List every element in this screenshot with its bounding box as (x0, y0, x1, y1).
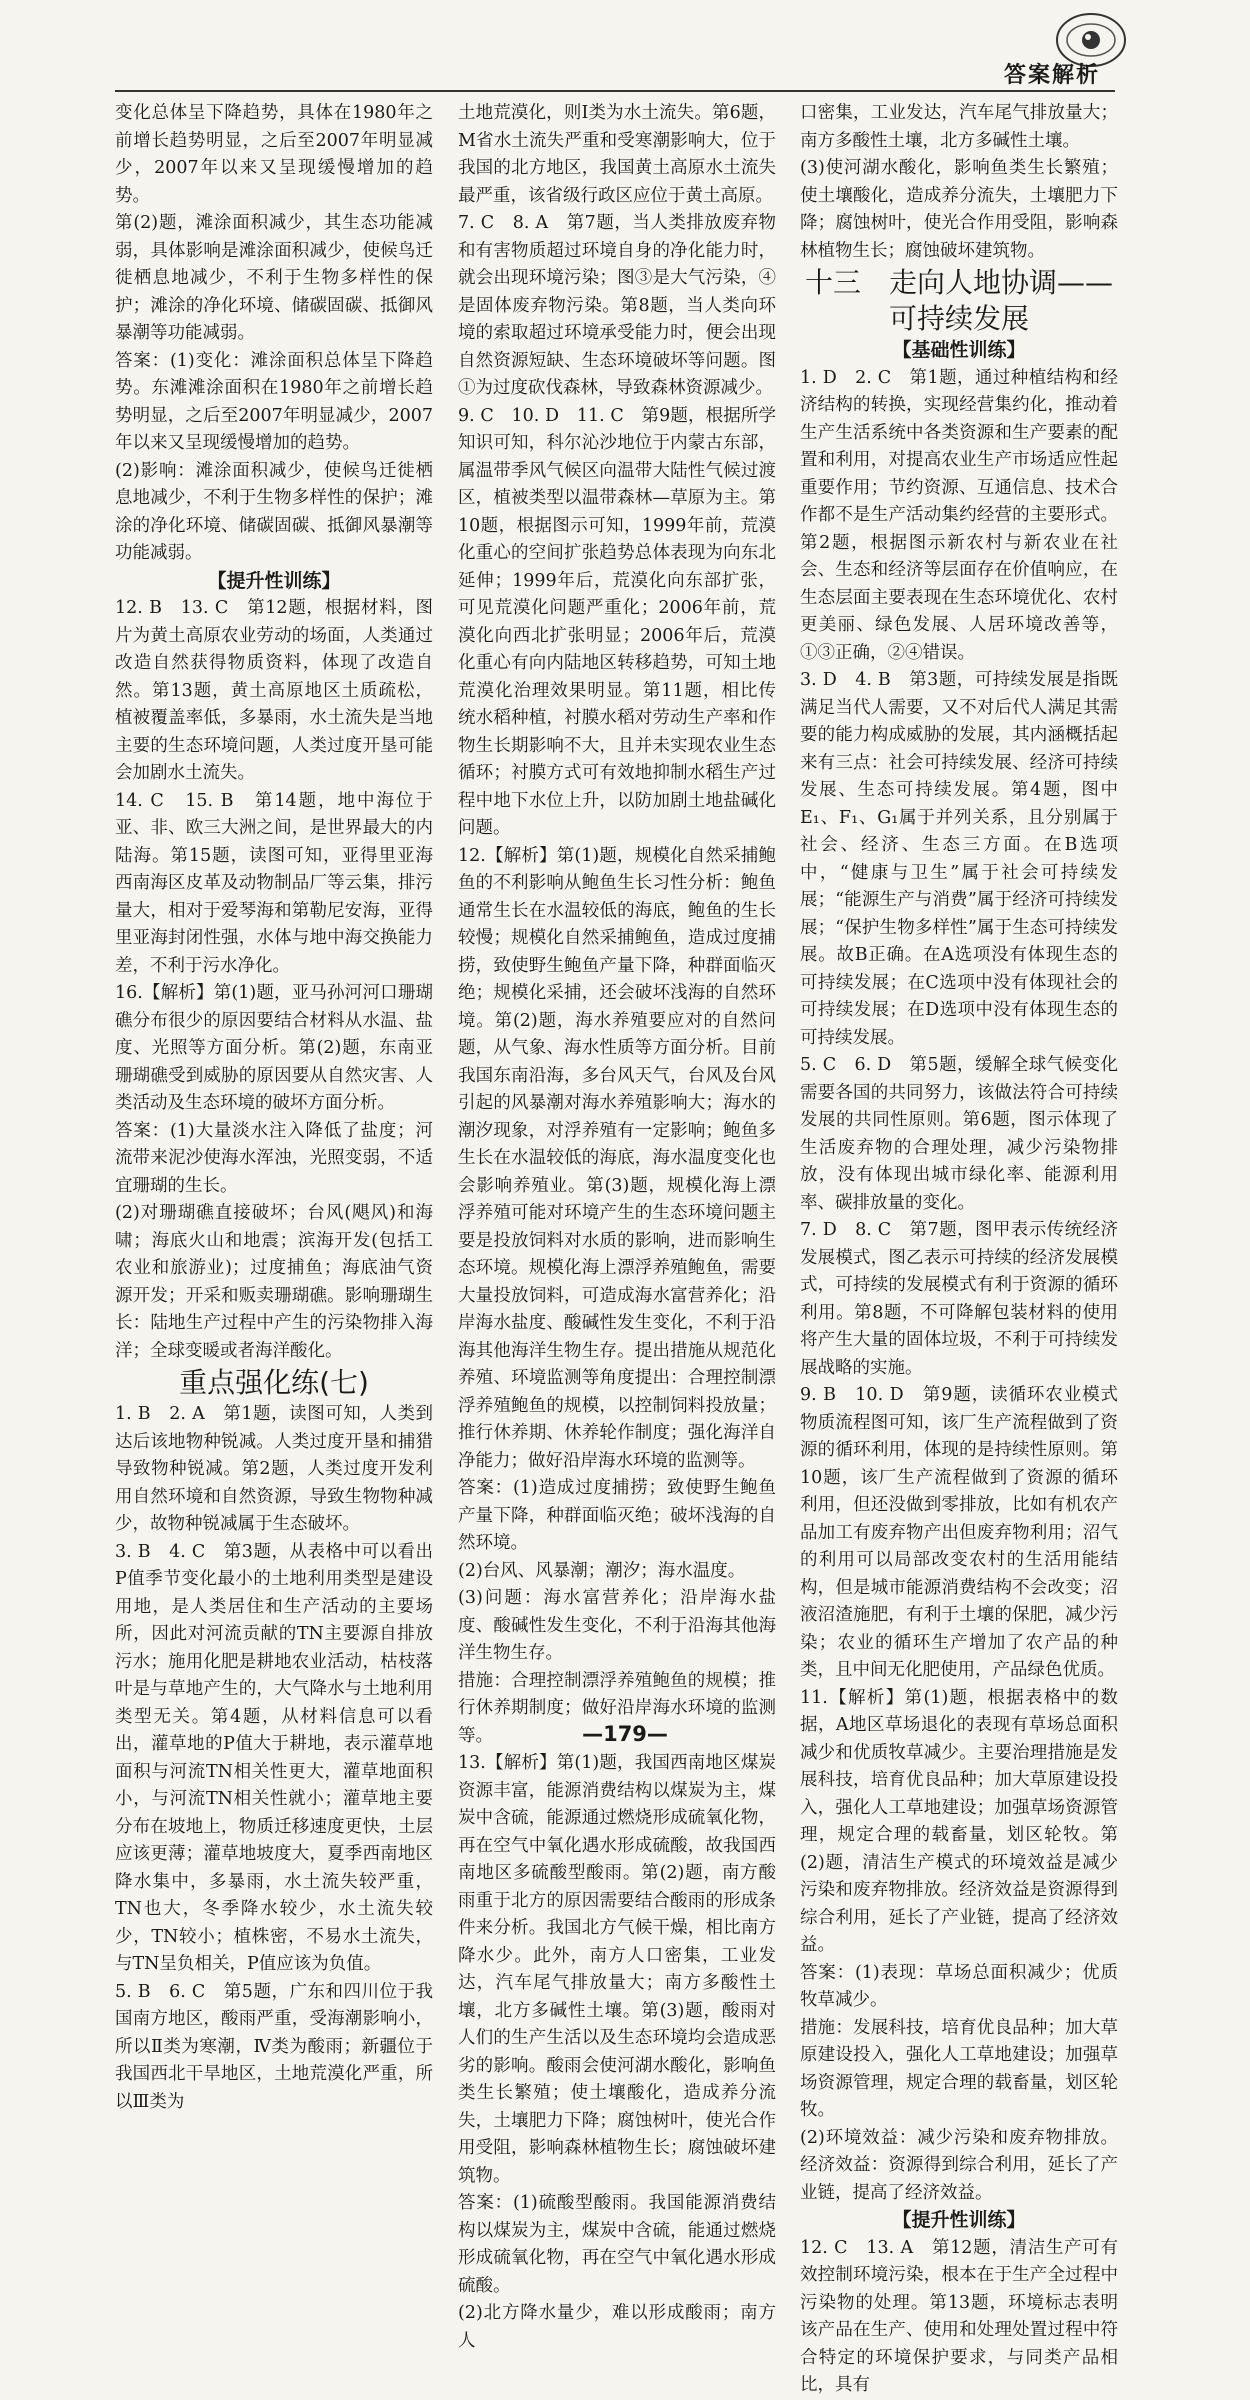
section-heading: 【提升性训练】 (892, 2209, 1026, 2231)
paragraph: (3)问题：海水富营养化；沿岸海水盐度、酸碱性发生变化，不利于沿海其他海洋生物生存。 (458, 1588, 776, 1663)
paragraph: 12. B 13. C 第12题，根据材料，图片为黄土高原农业劳动的场面，人类通过改造自然获得物质资料，体现了改造自然。第13题，黄土高原地区土质疏松，植被覆盖率低，多暴雨，水土流失是当地主要的生态环境问题，人类过度开垦可能会加剧水土流失。 (115, 598, 433, 783)
paragraph: 9. C 10. D 11. C 第9题，根据所学知识可知，科尔沁沙地位于内蒙古东部，属温带季风气候区向温带大陆性气候过渡区，植被类型以温带森林—草原为主。第10题，根据图示可知，1999年前，荒漠化重心的空间扩张趋势总体表现为向东北延伸；1999年后，荒漠化向东部扩张，可见荒漠化问题严重化；2006年前，荒漠化向西北扩张明显；2006年后，荒漠化重心有向内陆地区转移趋势，可知土地荒漠化治理效果明显。第11题，相比传统水稻种植，衬膜水稻对劳动生产率和作物生长期影响不大，且并未实现农业生态循环；衬膜方式可有效地抑制水稻生产过程中地下水位上升，以防加剧土地盐碱化问题。 (458, 405, 776, 838)
paragraph: 答案：(1)表现：草场总面积减少；优质牧草减少。 (800, 1962, 1118, 2010)
section-heading: 【提升性训练】 (207, 569, 341, 592)
header-divider (115, 90, 1115, 92)
paragraph: 第(2)题，滩涂面积减少，其生态功能减弱，具体影响是滩涂面积减少，使候鸟迁徙栖息地减少，不利于生物多样性的保护；滩涂的净化环境、储碳固碳、抵御风暴潮等功能减弱。 (115, 213, 433, 343)
answer-column-1 (115, 100, 433, 2112)
chapter-subtitle: 可持续发展 (888, 302, 1029, 335)
paragraph: (2)环境效益：减少污染和废弃物排放。经济效益：资源得到综合利用，延长了产业链，提高了经济效益。 (800, 2127, 1118, 2203)
paragraph: 3. D 4. B 第3题，可持续发展是指既满足当代人需要，又不对后代人满足其需要的能力构成威胁的发展，其内涵概括起来有三点：社会可持续发展、经济可持续发展、生态可持续发展。第4题，图中E₁、F₁、G₁属于并列关系，且分别属于社会、经济、生态三方面。在B选项中，“健康与卫生”属于社会可持续发展；“能源生产与消费”属于经济可持续发展；“保护生物多样性”属于生态可持续发展。故B正确。在A选项没有体现生态的可持续发展；在C选项中没有体现社会的可持续发展；在D选项中没有体现生态的可持续发展。 (800, 670, 1118, 1048)
paragraph: 3. B 4. C 第3题，从表格中可以看出P值季节变化最小的土地利用类型是建设用地，是人类居住和生产活动的主要场所，因此对河流贡献的TN主要源自排放污水；施用化肥是耕地农业活动，枯枝落叶是与草地产生的，大气降水与土地利用类型无关。第4题，从材料信息可以看出，灌草地的P值大于耕地，表示灌草地面积与河流TN相关性更大，灌草地面积小，与河流TN相关性就小；灌草地主要分布在坡地上，物质迁移速度更快，土层应该更薄；灌草地坡度大，夏季西南地区降水集中，多暴雨，水土流失较严重，TN也大，冬季降水较少，水土流失较少，TN较小；植株密，不易水土流失，与TN呈负相关，P值应该为负值。 (115, 1541, 433, 1974)
paragraph: (2)影响：滩涂面积减少，使候鸟迁徙栖息地减少，不利于生物多样性的保护；滩涂的净化环境、储碳固碳、抵御风暴潮等功能减弱。 (115, 460, 433, 563)
paragraph: 答案：(1)硫酸型酸雨。我国能源消费结构以煤炭为主，煤炭中含硫，能通过燃烧形成硫氧化物，再在空气中氧化遇水形成硫酸。 (458, 2193, 776, 2296)
paragraph: 答案：(1)变化：滩涂面积总体呈下降趋势。东滩滩涂面积在1980年之前增长趋势明显，之后至2007年明显减少，2007年以来又呈现缓慢增加的趋势。 (115, 350, 433, 453)
paragraph: 变化总体呈下降趋势，具体在1980年之前增长趋势明显，之后至2007年明显减少，2007年以来又呈现缓慢增加的趋势。 (115, 103, 433, 206)
paragraph: (2)北方降水量少，难以形成酸雨；南方人 (458, 2303, 776, 2351)
answer-column-3 (800, 100, 1118, 2395)
paragraph: 答案：(1)造成过度捕捞；致使野生鲍鱼产量下降，种群面临灭绝；破坏浅海的自然环境。 (458, 1478, 776, 1553)
paragraph: 12.【解析】第(1)题，规模化自然采捕鲍鱼的不利影响从鲍鱼生长习性分析：鲍鱼通常生长在水温较低的海底，鲍鱼的生长较慢；规模化自然采捕鲍鱼，造成过度捕捞，致使野生鲍鱼产量下降，种群面临灭绝；规模化采捕，还会破坏浅海的自然环境。第(2)题，海水养殖要应对的自然问题，从气象、海水性质等方面分析。目前我国东南沿海，多台风天气，台风及台风引起的风暴潮对海水养殖影响大；海水的潮汐现象，对浮养殖有一定影响；鲍鱼多生长在水温较低的海底，海水温度变化也会影响养殖业。第(3)题，规模化海上漂浮养殖可能对环境产生的生态环境问题主要是投放饲料对水质的影响，进而影响生态环境。规模化海上漂浮养殖鲍鱼，需要大量投放饲料，可造成海水富营养化；沿岸海水盐度、酸碱性发生变化，不利于沿海其他海洋生物生存。提出措施从规范化养殖、环境监测等角度提出：合理控制漂浮养殖鲍鱼的规模，以控制饲料投放量；推行休养期、休养轮作制度；强化海洋自净能力；做好沿岸海水环境的监测等。 (458, 845, 776, 1471)
paragraph: 措施：发展科技，培育优良品种；加大草原建设投入，强化人工草地建设；加强草场资源管理，规定合理的载畜量，划区轮牧。 (800, 2017, 1118, 2120)
paragraph: 措施：合理控制漂浮养殖鲍鱼的规模；推行休养期制度；做好沿岸海水环境的监测等。 (458, 1670, 776, 1746)
paragraph: 5. C 6. D 第5题，缓解全球气候变化需要各国的共同努力，该做法符合可持续发展的共同性原则。第6题，图示体现了生活废弃物的合理处理，减少污染物排放，没有体现出城市绿化率、能源利用率、碳排放量的变化。 (800, 1055, 1118, 1213)
chapter-title: 十三 走向人地协调—— (804, 266, 1113, 299)
paragraph: 9. B 10. D 第9题，读循环农业模式物质流程图可知，该厂生产流程做到了资源的循环利用，体现的是持续性原则。第10题，该厂生产流程做到了资源的循环利用，但还没做到零排放，比如有机农产品加工有废弃物产出但废弃物利用；沼气的利用可以局部改变农村的生活用能结构，但是城市能源消费结构不会改变；沼液沼渣施肥，有利于土壤的保肥，减少污染；农业的循环生产增加了农产品的种类，且中间无化肥使用，产品绿色优质。 (800, 1385, 1118, 1680)
header-title: 答案解析 (1003, 63, 1100, 88)
section-heading: 【基础性训练】 (892, 339, 1026, 361)
paragraph: 口密集，工业发达，汽车尾气排放量大；南方多酸性土壤，北方多碱性土壤。 (800, 103, 1118, 151)
paragraph: 13.【解析】第(1)题，我国西南地区煤炭资源丰富，能源消费结构以煤炭为主，煤炭中含硫，能源通过燃烧形成硫氧化物，再在空气中氧化遇水形成硫酸，故我国西南地区多硫酸型酸雨。第(2)题，南方酸雨重于北方的原因需要结合酸雨的形成条件来分析。我国北方气候干燥，相比南方降水少。此外，南方人口密集，工业发达，汽车尾气排放量大；南方多酸性土壤，北方多碱性土壤。第(3)题，酸雨对人们的生产生活以及生态环境均会造成恶劣的影响。酸雨会使河湖水酸化，影响鱼类生长繁殖；使土壤酸化，造成养分流失，土壤肥力下降；腐蚀树叶，使光合作用受阻，影响森林植物生长；腐蚀破坏建筑物。 (458, 1753, 776, 2186)
paragraph: 12. C 13. A 第12题，清洁生产可有效控制环境污染，根本在于生产全过程中污染物的处理。第13题，环境标志表明该产品在生产、使用和处理处置过程中符合特定的环境保护要求，与同类产品相比，具有 (800, 2237, 1118, 2395)
paragraph: 答案：(1)大量淡水注入降低了盐度；河流带来泥沙使海水浑浊，光照变弱，不适宜珊瑚的生长。 (115, 1120, 433, 1196)
paragraph: 14. C 15. B 第14题，地中海位于亚、非、欧三大洲之间，是世界最大的内陆海。第15题，读图可知，亚得里亚海西南海区皮革及动物制品厂等云集，排污量大，相对于爱琴海和第勒尼安海，亚得里亚海封闭性强，水体与地中海交换能力差，不利于污水净化。 (115, 790, 433, 976)
paragraph: 11.【解析】第(1)题，根据表格中的数据，A地区草场退化的表现有草场总面积减少和优质牧草减少。主要治理措施是发展科技，培育优良品种；加大草原建设投入，强化人工草地建设；加强草场资源管理，规定合理的载畜量，划区轮牧。第(2)题，清洁生产模式的环境效益是减少污染和废弃物排放。经济效益是资源得到综合利用，延长了产业链，提高了经济效益。 (800, 1687, 1118, 1955)
paragraph: 土地荒漠化，则Ⅰ类为水土流失。第6题，M省水土流失严重和受寒潮影响大，位于我国的北方地区，我国黄土高原水土流失最严重，该省级行政区应位于黄土高原。 (458, 103, 776, 206)
paragraph: 1. D 2. C 第1题，通过种植结构和经济结构的转换，实现经营集约化，推动着生产生活系统中各类资源和生产要素的配置和利用，对提高农业生产市场适应性起重要作用；节约资源、互通信息、技术合作都不是生产活动集约经营的主要形式。第2题，根据图示新农村与新农业在社会、生态和经济等层面存在价值响应，在生态层面主要表现在生态环境优化、农村更美丽、绿色发展、人居环境改善等，①③正确，②④错误。 (800, 367, 1118, 663)
paragraph: 1. B 2. A 第1题，读图可知，人类到达后该地物种锐减。人类过度开垦和捕猎导致物种锐减。第2题，人类过度开发利用自然环境和自然资源，导致生物物种减少，故物种锐减属于生态破坏。 (115, 1404, 433, 1534)
paragraph: 16.【解析】第(1)题，亚马孙河河口珊瑚礁分布很少的原因要结合材料从水温、盐度、光照等方面分析。第(2)题，东南亚珊瑚礁受到威胁的原因要从自然灾害、人类活动及生态环境的破坏方面分析。 (115, 983, 433, 1113)
page-header (0, 0, 1250, 95)
page-number: —179— (582, 1722, 668, 1746)
paragraph: 7. D 8. C 第7题，图甲表示传统经济发展模式，图乙表示可持续的经济发展模式，可持续的发展模式有利于资源的循环利用。第8题，不可降解包装材料的使用将产生大量的固体垃圾，不利于可持续发展战略的实施。 (800, 1220, 1118, 1378)
paragraph: 5. B 6. C 第5题，广东和四川位于我国南方地区，酸雨严重，受海潮影响小，所以Ⅱ类为寒潮，Ⅳ类为酸雨；新疆位于我国西北干旱地区，土地荒漠化严重，所以Ⅲ类为 (115, 1981, 433, 2112)
paragraph: (2)台风、风暴潮；潮汐；海水温度。 (458, 1560, 746, 1581)
paragraph: (2)对珊瑚礁直接破坏；台风(飓风)和海啸；海底火山和地震；滨海开发(包括工农业和旅游业)；过度捕鱼；海底油气资源开发；开采和贩卖珊瑚礁。影响珊瑚生长：陆地生产过程中产生的污染物排入海洋；全球变暖或者海洋酸化。 (115, 1203, 433, 1361)
chapter-title: 重点强化练(七) (179, 1366, 369, 1399)
paragraph: 7. C 8. A 第7题，当人类排放废弃物和有害物质超过环境自身的净化能力时，就会出现环境污染；图③是大气污染，④是固体废弃物污染。第8题，当人类向环境的索取超过环境承受能力时，便会出现自然资源短缺、生态环境破坏等问题。图①为过度砍伐森林，导致森林资源减少。 (458, 213, 776, 398)
paragraph: (3)使河湖水酸化，影响鱼类生长繁殖；使土壤酸化，造成养分流失，土壤肥力下降；腐蚀树叶，使光合作用受阻，影响森林植物生长；腐蚀破坏建筑物。 (800, 158, 1118, 261)
